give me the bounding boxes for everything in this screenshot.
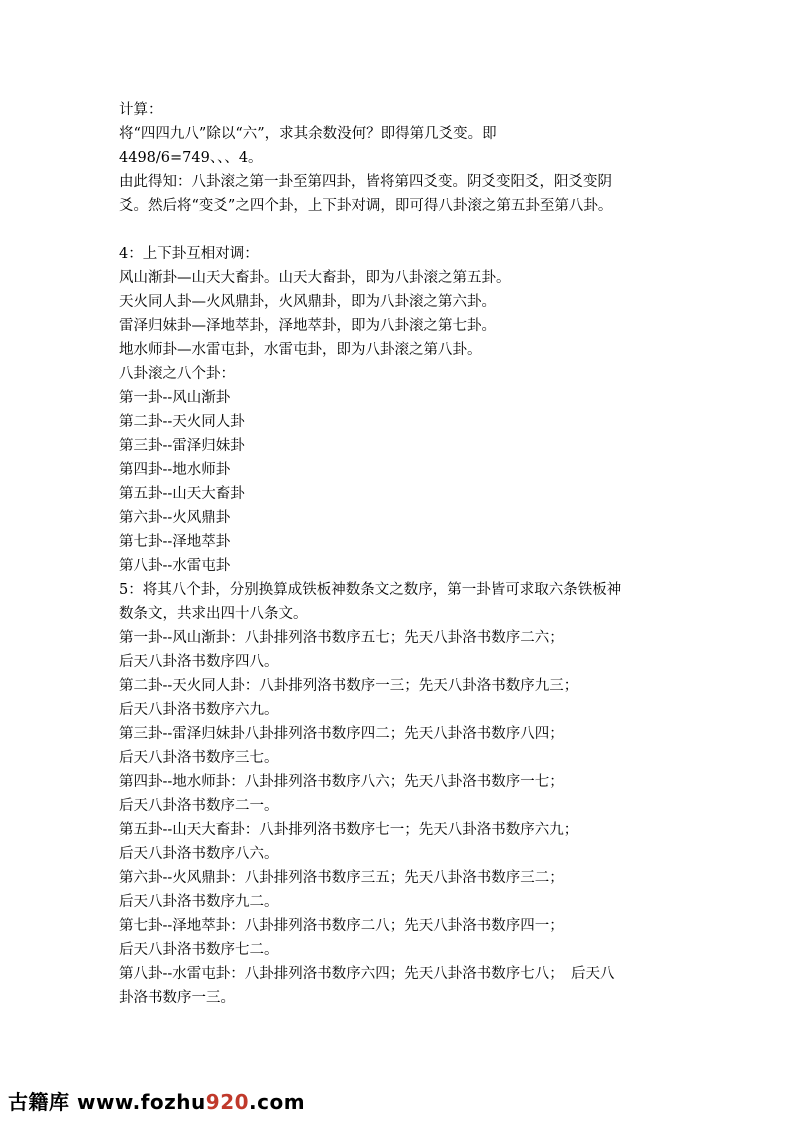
text-line: 第八卦--水雷屯卦 (119, 558, 231, 574)
blank-line (119, 218, 689, 242)
text-line: 第七卦--泽地萃卦 (119, 534, 231, 550)
document-body (119, 98, 689, 1010)
text-line: 风山渐卦—山天大畜卦。山天大畜卦，即为八卦滚之第五卦。 (119, 270, 511, 286)
text-line: 爻。然后将“变爻”之四个卦，上下卦对调，即可得八卦滚之第五卦至第八卦。 (119, 198, 613, 214)
text-line: 第六卦--火风鼎卦：八卦排列洛书数序三五；先天八卦洛书数序三二； (119, 870, 564, 886)
site-brand: 古籍库 (8, 1090, 70, 1114)
text-line: 4：上下卦互相对调： (119, 246, 259, 262)
text-line: 后天八卦洛书数序九二。 (119, 894, 279, 910)
site-url-main: www.fozhu (76, 1090, 206, 1114)
text-line: 5：将其八个卦，分别换算成铁板神数条文之数序，第一卦皆可求取六条铁板神 (119, 582, 622, 598)
text-line: 第一卦--风山渐卦 (119, 390, 231, 406)
text-line: 第三卦--雷泽归妹卦八卦排列洛书数序四二；先天八卦洛书数序八四； (119, 726, 564, 742)
text-line: 将“四四九八”除以“六”，求其余数没何？即得第几爻变。即 (119, 126, 497, 142)
text-line: 雷泽归妹卦—泽地萃卦，泽地萃卦，即为八卦滚之第七卦。 (119, 318, 496, 334)
text-line: 后天八卦洛书数序四八。 (119, 654, 279, 670)
site-watermark (8, 1086, 305, 1115)
text-line: 天火同人卦—火风鼎卦，火风鼎卦，即为八卦滚之第六卦。 (119, 294, 496, 310)
text-line: 第四卦--地水师卦：八卦排列洛书数序八六；先天八卦洛书数序一七； (119, 774, 564, 790)
text-line: 后天八卦洛书数序三七。 (119, 750, 279, 766)
text-line: 第二卦--天火同人卦：八卦排列洛书数序一三；先天八卦洛书数序九三； (119, 678, 579, 694)
text-line: 后天八卦洛书数序六九。 (119, 702, 279, 718)
text-line: 卦洛书数序一三。 (119, 990, 235, 1006)
text-line: 第三卦--雷泽归妹卦 (119, 438, 245, 454)
text-line: 数条文，共求出四十八条文。 (119, 606, 308, 622)
text-line: 地水师卦—水雷屯卦，水雷屯卦，即为八卦滚之第八卦。 (119, 342, 482, 358)
text-line: 后天八卦洛书数序二一。 (119, 798, 279, 814)
text-line: 第五卦--山天大畜卦 (119, 486, 245, 502)
text-line: 八卦滚之八个卦： (119, 366, 235, 382)
text-line: 第一卦--风山渐卦：八卦排列洛书数序五七；先天八卦洛书数序二六； (119, 630, 564, 646)
site-url-number: 920 (205, 1090, 250, 1114)
text-line: 第八卦--水雷屯卦：八卦排列洛书数序六四；先天八卦洛书数序七八； 后天八 (119, 966, 615, 982)
text-line: 4498/6=749、、、4。 (119, 150, 263, 166)
text-line: 第四卦--地水师卦 (119, 462, 231, 478)
text-line: 后天八卦洛书数序八六。 (119, 846, 279, 862)
site-url-tail: .com (249, 1090, 306, 1114)
text-line: 第六卦--火风鼎卦 (119, 510, 231, 526)
text-line: 第七卦--泽地萃卦：八卦排列洛书数序二八；先天八卦洛书数序四一； (119, 918, 564, 934)
text-line: 计算： (119, 102, 163, 118)
text-line: 第五卦--山天大畜卦：八卦排列洛书数序七一；先天八卦洛书数序六九； (119, 822, 579, 838)
text-line: 后天八卦洛书数序七二。 (119, 942, 279, 958)
text-line: 由此得知：八卦滚之第一卦至第四卦，皆将第四爻变。阴爻变阳爻，阳爻变阴 (119, 174, 612, 190)
text-line: 第二卦--天火同人卦 (119, 414, 245, 430)
